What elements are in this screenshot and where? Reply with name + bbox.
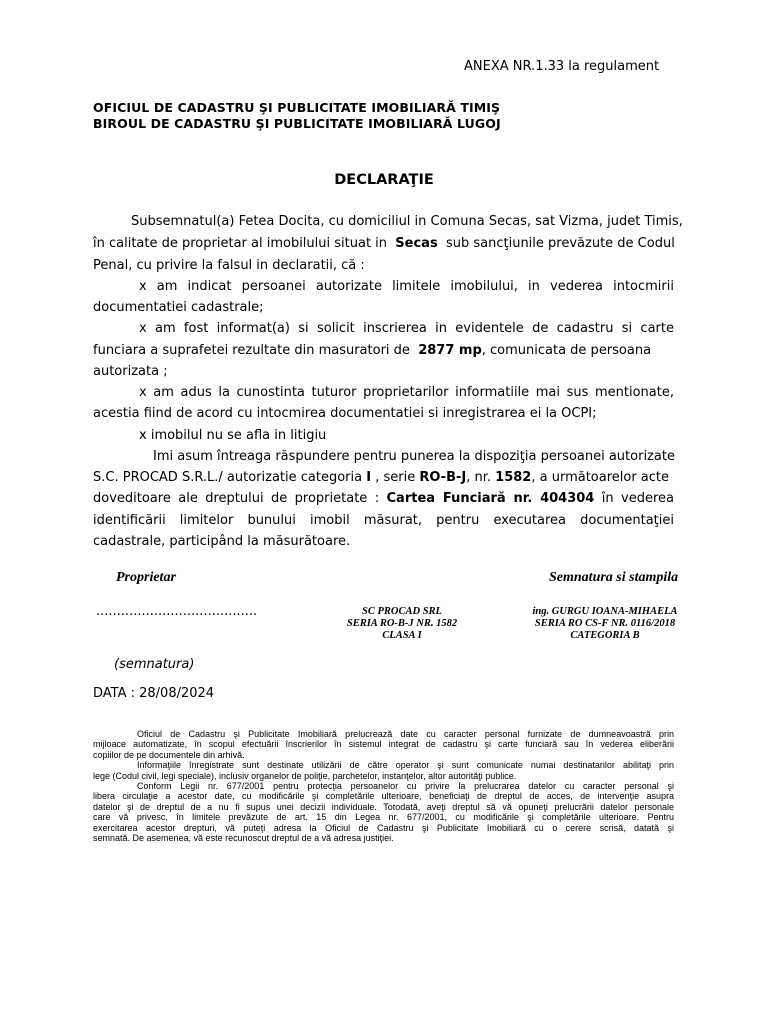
body-text: , serie bbox=[375, 470, 416, 485]
notice-line: libera circulaţie a acestor date, cu modificările şi completările ulterioare, beneficiaţi de dreptul de acces, de intervenţie asupra bbox=[93, 791, 674, 802]
body-text: doveditoare ale dreptului de proprietate : bbox=[93, 491, 380, 506]
body-line bbox=[93, 236, 674, 251]
body-line bbox=[93, 214, 683, 229]
owner-label: Proprietar bbox=[116, 570, 176, 585]
notice-line: mijloace automatizate, în scopul efectuării înscrierilor în sistemul integrat de cadastru şi carte funciară sau în vederea eliberării bbox=[93, 739, 674, 750]
office-name-bureau: BIROUL DE CADASTRU ŞI PUBLICITATE IMOBILIARĂ LUGOJ bbox=[93, 116, 501, 131]
notice-line: lege (Codul civil, legi speciale), inclusiv organelor de poliţie, parchetelor, instanţelor, altor autorităţi publice. bbox=[93, 770, 517, 781]
body-line bbox=[93, 343, 674, 358]
engineer-series: SERIA RO CS-F NR. 0116/2018 bbox=[534, 618, 676, 629]
notice-line: semnată. De asemenea, vă este recunoscut dreptul de a vă adresa justiţiei. bbox=[93, 833, 394, 844]
company-name: SC PROCAD SRL bbox=[362, 606, 442, 617]
office-name-county: OFICIUL DE CADASTRU ŞI PUBLICITATE IMOBILIARĂ TIMIŞ bbox=[93, 100, 501, 115]
body-text: sub sancţiunile prevăzute de Codul bbox=[445, 236, 675, 251]
notice-line: datelor şi de dreptul de a nu fi supus unei decizii individuale. Totodată, aveţi dreptul să vă opuneţi prelucrării datelor personale bbox=[93, 801, 674, 812]
notice-line: copiilor de pe documentele din arhivă. bbox=[93, 749, 245, 760]
body-line: identificării limitelor bunului imobil măsurat, pentru executarea documentaţiei bbox=[93, 513, 674, 528]
company-series: SERIA RO-B-J NR. 1582 bbox=[346, 618, 458, 629]
locality-name: Secas bbox=[395, 236, 438, 251]
authorization-category: I bbox=[366, 470, 372, 485]
body-text: Penal, cu privire la falsul in declaratii, că : bbox=[93, 258, 365, 273]
body-text: , a următoarelor acte bbox=[531, 470, 670, 485]
engineer-category: CATEGORIA B bbox=[570, 630, 640, 641]
engineer-stamp bbox=[495, 606, 715, 642]
surface-area: 2877 mp bbox=[418, 343, 482, 358]
body-line bbox=[93, 491, 674, 506]
body-line bbox=[93, 258, 674, 273]
notice-line: Oficiul de Cadastru şi Publicitate Imobiliară prelucrează date cu caracter personal furnizate de dumneavoastră prin bbox=[137, 729, 674, 739]
company-stamp bbox=[322, 606, 482, 642]
notice-line: Informaţiile înregistrate sunt destinate utilizării de către operator şi sunt comunicate numai destinatarilor abilitaţi prin bbox=[137, 760, 674, 771]
body-text: funciara a suprafetei rezultate din masuratori de bbox=[93, 343, 410, 358]
body-line: x am fost informat(a) si solicit inscrierea in evidentele de cadastru si carte bbox=[139, 321, 674, 336]
body-line bbox=[93, 470, 674, 485]
body-line: x am indicat persoanei autorizate limitele imobilului, in vederea intocmirii bbox=[139, 279, 674, 294]
body-text: , nr. bbox=[466, 470, 492, 485]
document-date: DATA : 28/08/2024 bbox=[93, 686, 215, 701]
company-class: CLASA I bbox=[382, 630, 422, 641]
body-text: , comunicata de persoana bbox=[481, 343, 652, 358]
signature-caption: (semnatura) bbox=[114, 657, 195, 672]
notice-line: exercitarea acestor drepturi, vă puteţi adresa la Oficiul de Cadastru şi Publicitate Imobiliară cu o cerere scrisă, datată şi bbox=[93, 822, 674, 833]
authorization-series: RO-B-J bbox=[419, 470, 467, 485]
notice-line: care vă privesc, în limitele prevăzute de art. 15 din Legea nr. 677/2001, cu modificările şi completările ulterioare. Pentru bbox=[93, 812, 674, 823]
body-line: autorizata ; bbox=[93, 364, 168, 379]
engineer-name: ing. GURGU IOANA-MIHAELA bbox=[532, 606, 678, 617]
body-text: S.C. PROCAD S.R.L./ autorizatie categoria bbox=[93, 470, 363, 485]
owner-signature-line: ....................................... bbox=[96, 604, 258, 619]
authorization-number: 1582 bbox=[495, 470, 532, 485]
body-text: în calitate de proprietar al imobilului situat in bbox=[93, 236, 388, 251]
signature-stamp-label: Semnatura si stampila bbox=[549, 570, 679, 585]
body-line: x imobilul nu se afla in litigiu bbox=[139, 428, 327, 443]
land-book-number: Cartea Funciară nr. 404304 bbox=[386, 491, 595, 506]
body-line: cadastrale, participând la măsurătoare. bbox=[93, 534, 351, 549]
annex-reference: ANEXA NR.1.33 la regulament bbox=[464, 59, 660, 74]
body-line: documentatiei cadastrale; bbox=[93, 300, 264, 315]
body-text: Subsemnatul(a) Fetea Docita, cu domiciliul in Comuna Secas, sat Vizma, judet Timis, bbox=[131, 214, 683, 229]
notice-line: Conform Legii nr. 677/2001 pentru protecţia persoanelor cu privire la prelucrarea datelor cu caracter personal şi bbox=[137, 781, 674, 792]
body-line: x am adus la cunostinta tuturor proprietarilor informatiile mai sus mentionate, bbox=[139, 385, 674, 400]
privacy-notice bbox=[93, 729, 674, 843]
body-text: în vederea bbox=[601, 491, 674, 506]
body-line: acestia fiind de acord cu intocmirea documentatiei si inregistrarea ei la OCPI; bbox=[93, 406, 597, 421]
body-line: Imi asum întreaga răspundere pentru punerea la dispoziţia persoanei autorizate bbox=[153, 449, 675, 464]
document-title: DECLARAŢIE bbox=[334, 172, 434, 188]
